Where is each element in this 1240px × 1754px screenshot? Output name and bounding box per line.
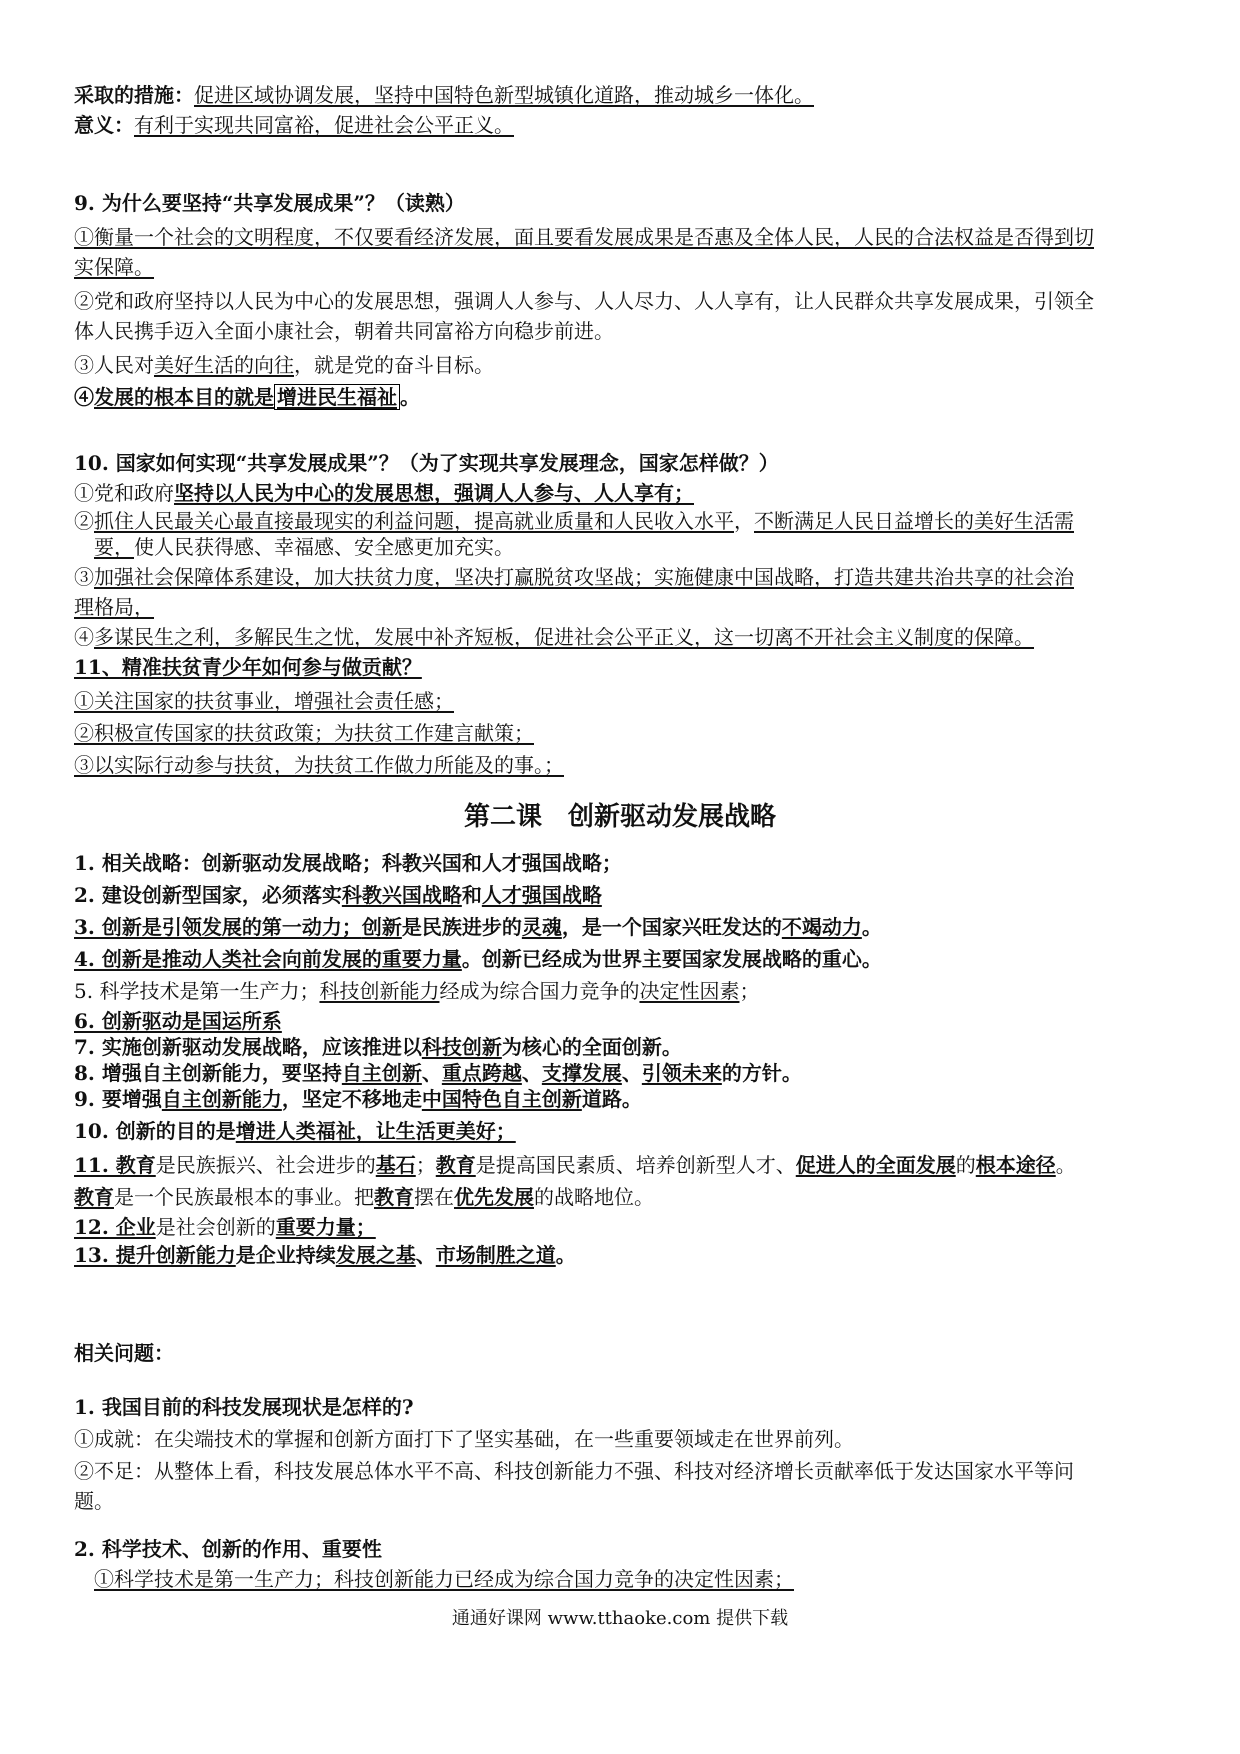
point-7: 7. 实施创新驱动发展战略，应该推进以科技创新为核心的全面创新。 — [74, 1035, 682, 1059]
point-13: 13. 提升创新能力是企业持续发展之基、市场制胜之道。 — [74, 1243, 576, 1267]
point-2: 2. 建设创新型国家，必须落实科教兴国战略和人才强国战略 — [74, 883, 602, 907]
q11-point-1: ①关注国家的扶贫事业，增强社会责任感； — [74, 689, 454, 713]
point-9: 9. 要增强自主创新能力，坚定不移地走中国特色自主创新道路。 — [74, 1087, 642, 1111]
related-q2-point-1: ①科学技术是第一生产力；科技创新能力已经成为综合国力竞争的决定性因素； — [94, 1567, 794, 1591]
related-q2: 2. 科学技术、创新的作用、重要性 — [74, 1537, 382, 1561]
q11-point-3: ③以实际行动参与扶贫，为扶贫工作做力所能及的事。； — [74, 753, 564, 777]
point-11-line-2: 教育是一个民族最根本的事业。把教育摆在优先发展的战略地位。 — [74, 1185, 654, 1209]
q9-point-3: ③人民对美好生活的向往，就是党的奋斗目标。 — [74, 353, 494, 377]
point-6: 6. 创新驱动是国运所系 — [74, 1009, 282, 1033]
q11-heading: 11、精准扶贫青少年如何参与做贡献？ — [74, 655, 422, 679]
significance-text: 有利于实现共同富裕，促进社会公平正义。 — [134, 113, 514, 137]
q9-point-1-line-1: ①衡量一个社会的文明程度，不仅要看经济发展，面且要看发展成果是否惠及全体人民，人民的合法权益是否得到切 — [74, 225, 1094, 249]
footer-source: 通通好课网 www.tthaoke.com 提供下载 — [451, 1608, 789, 1629]
q10-point-2-line-1: ②抓住人民最关心最直接最现实的利益问题，提高就业质量和人民收入水平，不断满足人民日益增长的美好生活需 — [74, 509, 1074, 533]
point-11-line-1: 11. 教育是民族振兴、社会进步的基石；教育是提高国民素质、培养创新型人才、促进人的全面发展的根本途径。 — [74, 1153, 1076, 1177]
q9-point-1-line-2: 实保障。 — [74, 255, 154, 279]
q9-heading: 9. 为什么要坚持“共享发展成果”？（读熟） — [74, 191, 465, 215]
point-4: 4. 创新是推动人类社会向前发展的重要力量。创新已经成为世界主要国家发展战略的重心。 — [74, 947, 882, 971]
q9-point-2-line-1: ②党和政府坚持以人民为中心的发展思想，强调人人参与、人人尽力、人人享有，让人民群众共享发展成果，引领全 — [74, 289, 1094, 313]
measures-line — [74, 82, 814, 108]
measures-label: 采取的措施： — [74, 83, 194, 107]
q11-point-2: ②积极宣传国家的扶贫政策；为扶贫工作建言献策； — [74, 721, 534, 745]
point-1: 1. 相关战略：创新驱动发展战略；科教兴国和人才强国战略； — [74, 851, 622, 875]
q10-point-3-line-1: ③加强社会保障体系建设，加大扶贫力度，坚决打赢脱贫攻坚战；实施健康中国战略，打造共建共治共享的社会治 — [74, 565, 1074, 589]
q9-point-2-line-2: 体人民携手迈入全面小康社会，朝着共同富裕方向稳步前进。 — [74, 319, 614, 343]
measures-text: 促进区域协调发展，坚持中国特色新型城镇化道路，推动城乡一体化。 — [194, 83, 814, 107]
point-12: 12. 企业是社会创新的重要力量； — [74, 1215, 376, 1239]
significance-line — [74, 112, 514, 138]
point-8: 8. 增强自主创新能力，要坚持自主创新、重点跨越、支撑发展、引领未来的方针。 — [74, 1061, 802, 1085]
related-q1-point-1: ①成就：在尖端技术的掌握和创新方面打下了坚实基础，在一些重要领域走在世界前列。 — [74, 1427, 854, 1451]
q10-point-2-line-2: 要，使人民获得感、幸福感、安全感更加充实。 — [94, 535, 514, 559]
point-3: 3. 创新是引领发展的第一动力；创新是民族进步的灵魂，是一个国家兴旺发达的不竭动力。 — [74, 915, 882, 939]
q9-point-4: ④发展的根本目的就是 增进民生福祉 。 — [74, 385, 420, 409]
lesson-title: 第二课 创新驱动发展战略 — [463, 802, 776, 832]
boxed-term: 增进民生福祉 — [274, 384, 400, 410]
related-q1-point-2-line-2: 题。 — [74, 1489, 114, 1513]
q10-point-3-line-2: 理格局， — [74, 595, 154, 619]
q10-point-4: ④多谋民生之利，多解民生之忧，发展中补齐短板，促进社会公平正义，这一切离不开社会主义制度的保障。 — [74, 625, 1034, 649]
related-q1: 1. 我国目前的科技发展现状是怎样的? — [74, 1395, 414, 1419]
related-heading: 相关问题： — [74, 1341, 174, 1365]
significance-label: 意义： — [74, 113, 134, 137]
point-5: 5. 科学技术是第一生产力；科技创新能力经成为综合国力竞争的决定性因素； — [74, 979, 760, 1003]
q10-point-1: ①党和政府坚持以人民为中心的发展思想，强调人人参与、人人享有； — [74, 481, 694, 505]
q10-heading: 10. 国家如何实现“共享发展成果”？（为了实现共享发展理念，国家怎样做？） — [74, 451, 779, 475]
related-q1-point-2-line-1: ②不足：从整体上看，科技发展总体水平不高、科技创新能力不强、科技对经济增长贡献率低于发达国家水平等问 — [74, 1459, 1074, 1483]
point-10: 10. 创新的目的是增进人类福祉，让生活更美好； — [74, 1119, 516, 1143]
